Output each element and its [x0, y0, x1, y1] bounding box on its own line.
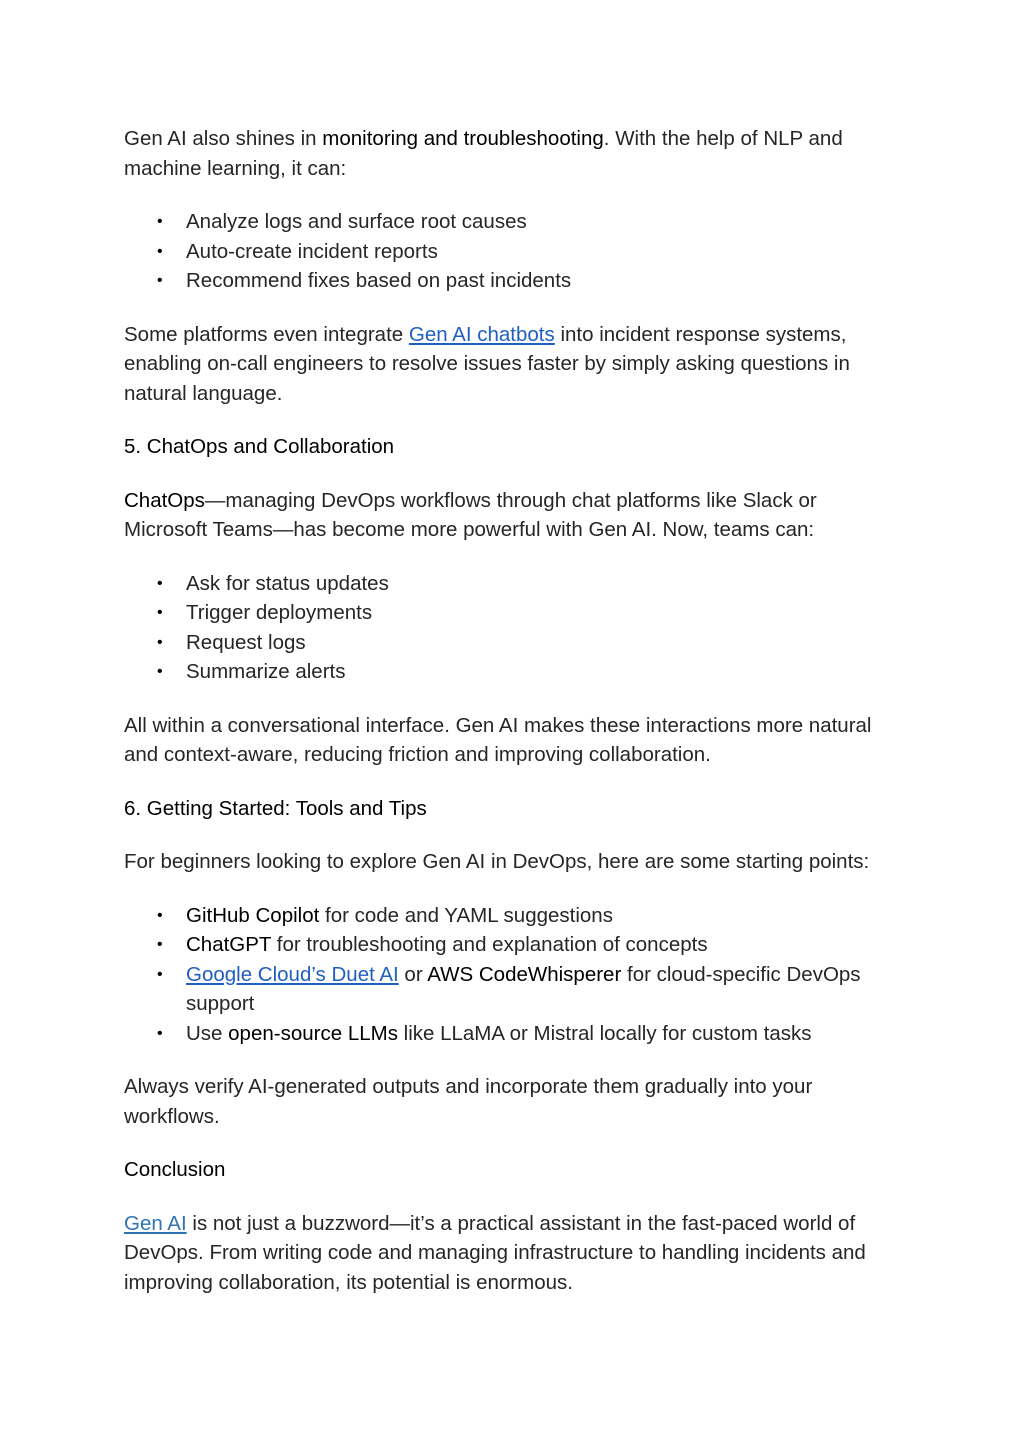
document-page: [124, 124, 894, 1321]
conclusion-text: is not just a buzzword—it’s a practical assistant in the fast-paced world of DevOps. From writing code and managing infrastructure to handling incidents and improving collaboration, its potential is enormous.: [124, 1211, 866, 1294]
conversational-paragraph: All within a conversational interface. Gen AI makes these interactions more natural and context-aware, reducing friction and improving collaboration.: [124, 713, 872, 766]
intro-text: Gen AI also shines in: [124, 127, 323, 150]
list-item: • Request logs: [186, 628, 894, 658]
list-item-text: like LLaMA or Mistral locally for custom tasks: [397, 1021, 812, 1045]
section-heading-getting-started: 6. Getting Started: Tools and Tips: [124, 796, 427, 820]
list-item-text: Use: [186, 1021, 229, 1045]
monitoring-list: [124, 207, 894, 296]
gen-ai-link[interactable]: Gen AI: [124, 1211, 187, 1235]
verify-paragraph: Always verify AI-generated outputs and incorporate them gradually into your workflows.: [124, 1075, 813, 1128]
list-item: • Auto-create incident reports: [186, 237, 894, 267]
list-item: • Analyze logs and surface root causes: [186, 207, 894, 237]
chatbots-text: Some platforms even integrate: [124, 322, 409, 346]
intro-text-continued: . With the help of NLP and machine learning, it can:: [124, 127, 843, 180]
list-item: • Ask for status updates: [186, 569, 894, 599]
chatbots-paragraph: [124, 320, 894, 409]
list-item-text: or: [398, 962, 428, 986]
gen-ai-chatbots-link[interactable]: Gen AI chatbots: [408, 322, 555, 346]
list-item: [186, 901, 894, 931]
list-item-text: for troubleshooting and explanation of concepts: [271, 933, 708, 956]
section-heading-chatops: 5. ChatOps and Collaboration: [124, 435, 395, 458]
list-item-text: for cloud-specific DevOps support: [186, 962, 861, 1015]
monitoring-emphasis: monitoring and troubleshooting: [322, 127, 604, 150]
list-item: • Recommend fixes based on past incidents: [186, 266, 894, 296]
tools-list: [124, 901, 894, 1049]
beginners-paragraph: For beginners looking to explore Gen AI in DevOps, here are some starting points:: [124, 850, 870, 873]
list-item: [186, 1019, 894, 1049]
list-item-text: for code and YAML suggestions: [319, 903, 613, 927]
section-heading-conclusion: Conclusion: [124, 1158, 226, 1181]
chatbots-text-continued: into incident response systems, enabling on-call engineers to resolve issues faster by simply asking questions in natural language.: [124, 322, 850, 405]
aws-codewhisperer-emphasis: AWS CodeWhisperer: [427, 962, 622, 986]
chatops-paragraph: [124, 486, 894, 545]
intro-paragraph: [124, 124, 894, 183]
conclusion-paragraph: [124, 1209, 894, 1298]
chatgpt-emphasis: ChatGPT: [186, 933, 272, 956]
list-item: [186, 960, 894, 1019]
chatops-text: —managing DevOps workflows through chat platforms like Slack or Microsoft Teams—has become more powerful with Gen AI. Now, teams can:: [124, 488, 817, 541]
chatops-emphasis: ChatOps: [124, 488, 205, 512]
list-item: • Trigger deployments: [186, 598, 894, 628]
list-item: • Summarize alerts: [186, 657, 894, 687]
chatops-list: [124, 569, 894, 687]
list-item: [186, 930, 894, 960]
github-copilot-emphasis: GitHub Copilot: [186, 903, 320, 927]
open-source-llms-emphasis: open-source LLMs: [228, 1021, 398, 1045]
google-duet-ai-link[interactable]: Google Cloud’s Duet AI: [186, 962, 399, 986]
